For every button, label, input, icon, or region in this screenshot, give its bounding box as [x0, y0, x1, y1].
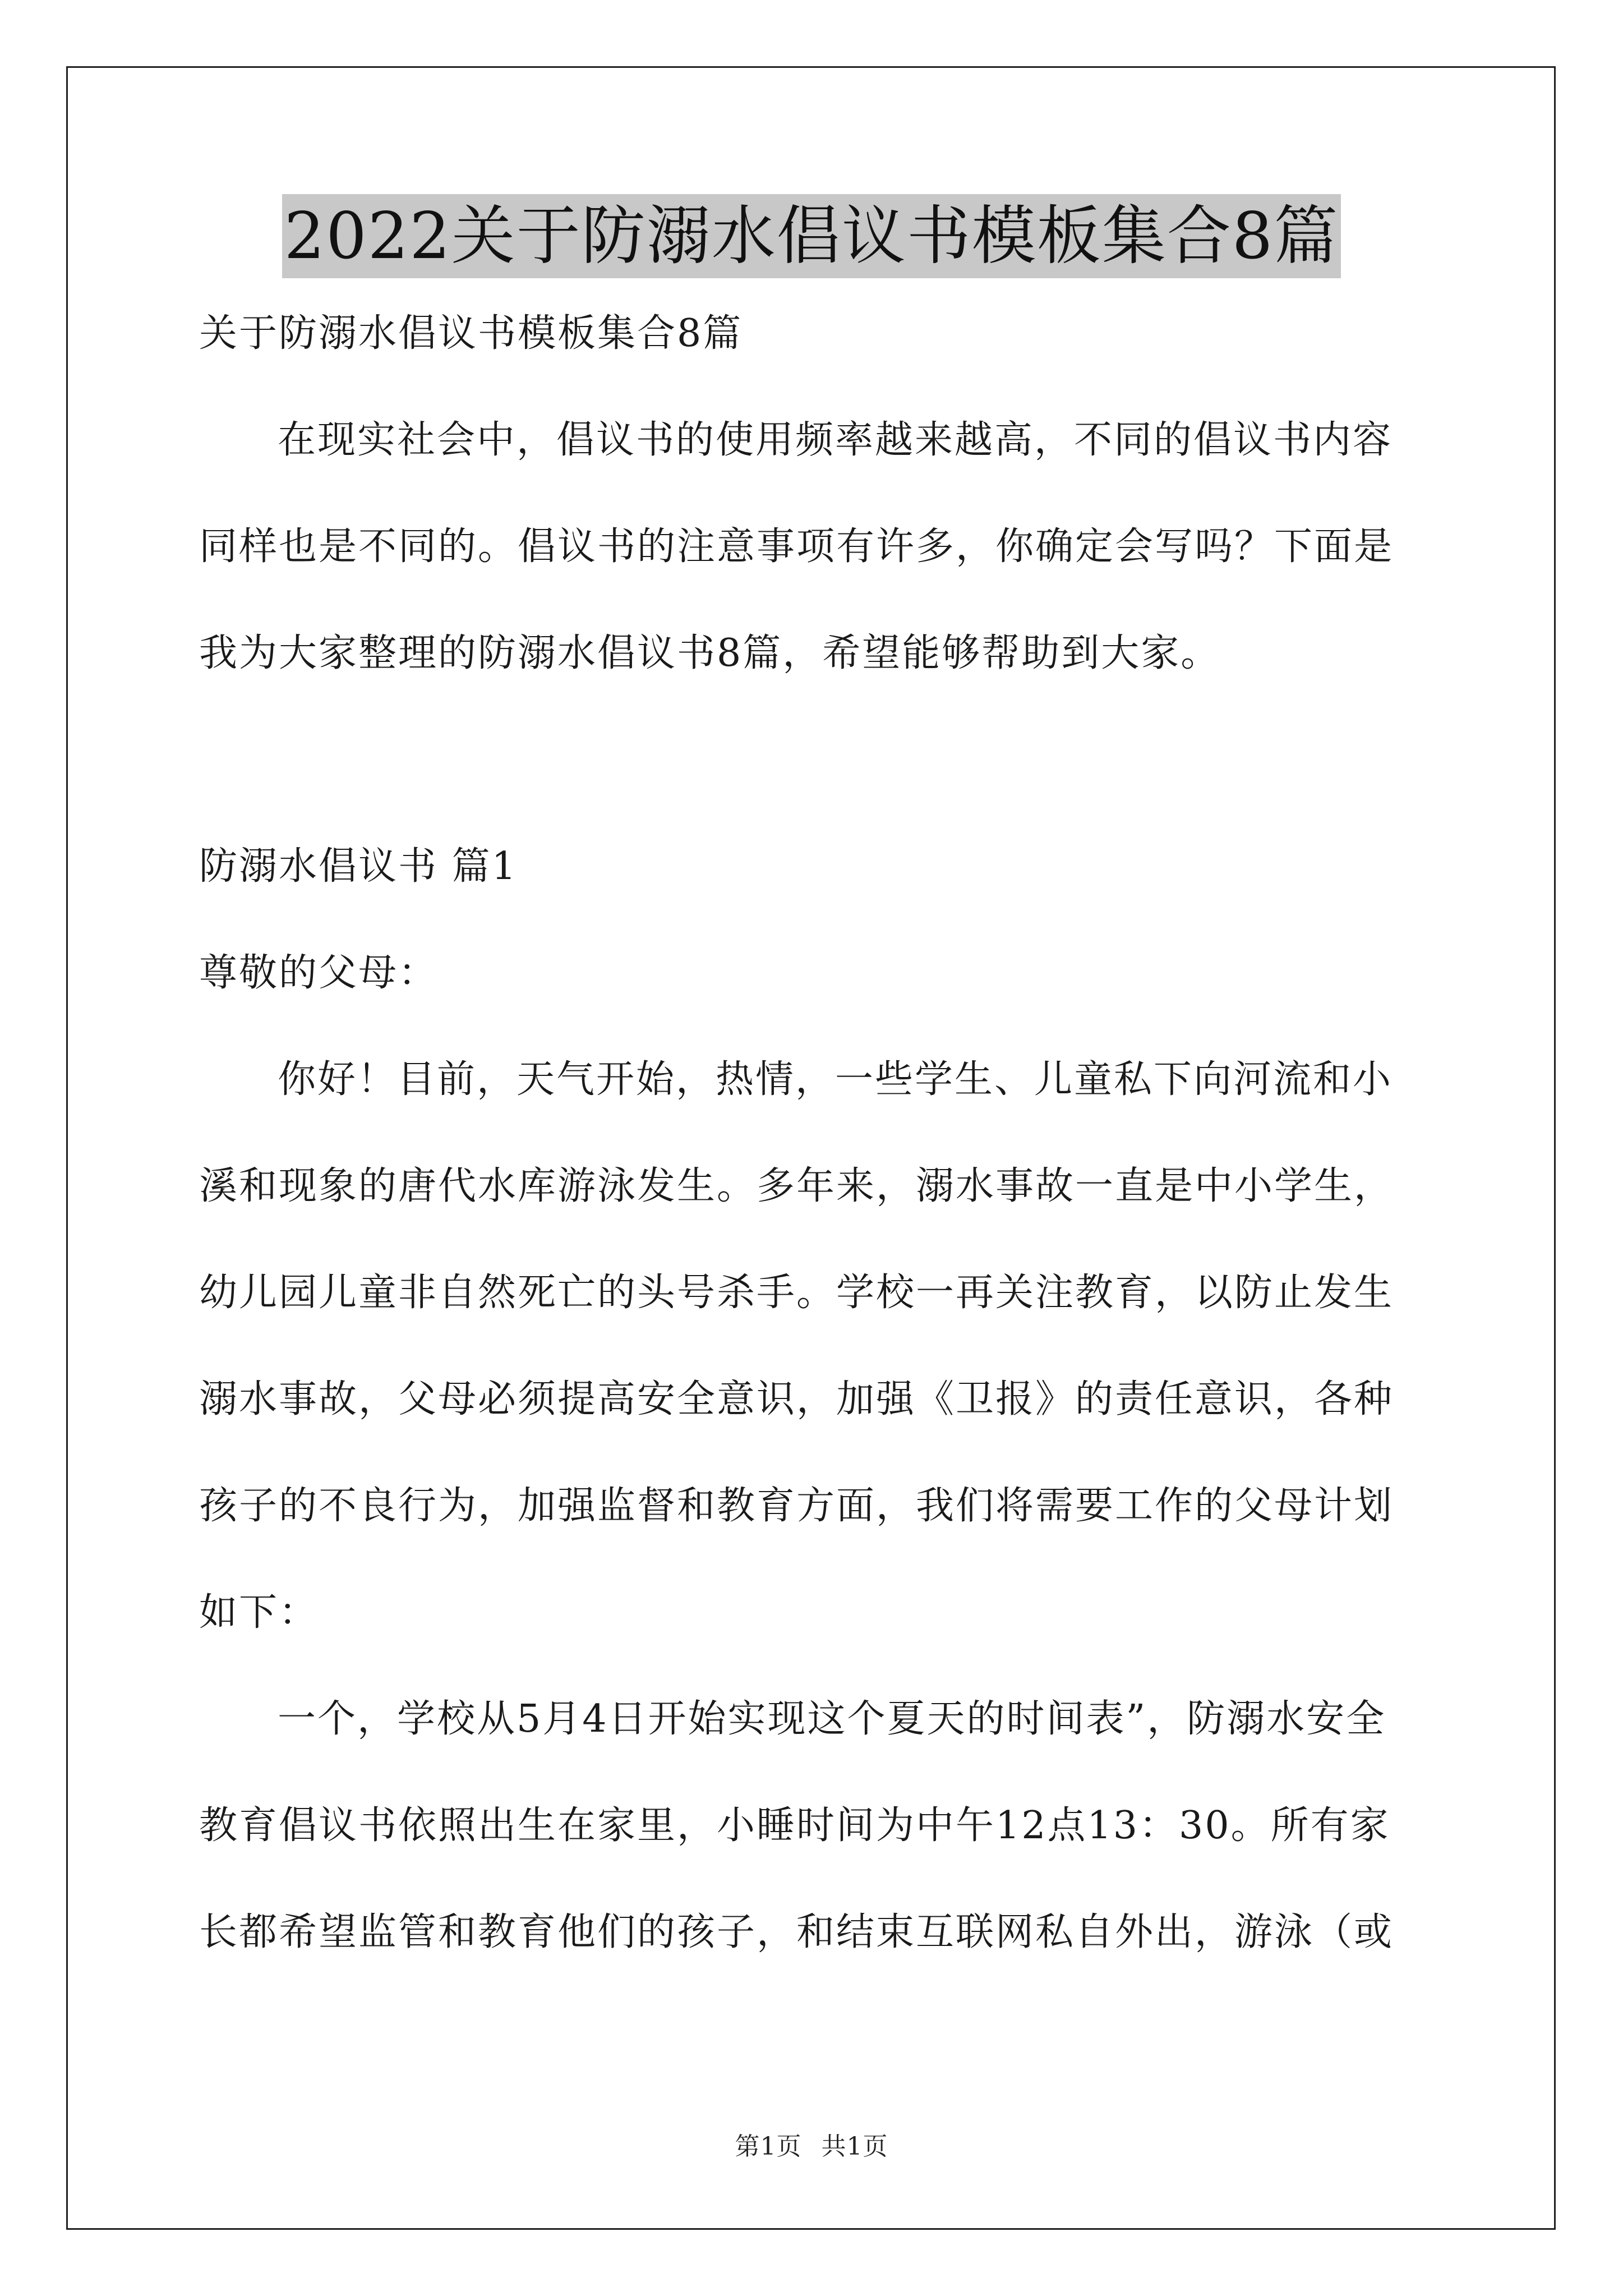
- document-body: [199, 306, 1433, 2011]
- body-line: 幼儿园儿童非自然死亡的头号杀手。学校一再关注教育，以防止发生: [199, 1271, 1394, 1315]
- salutation: 尊敬的父母：: [199, 951, 439, 995]
- title-block: [0, 194, 1623, 278]
- body-line: 教育倡议书依照出生在家里，小睡时间为中午12点13：30。所有家: [199, 1803, 1390, 1848]
- body-line: 溺水事故，父母必须提高安全意识，加强《卫报》的责任意识，各种: [199, 1377, 1394, 1421]
- body-line: 一个，学校从5月4日开始实现这个夏天的时间表”，防溺水安全: [278, 1697, 1386, 1741]
- body-line: 溪和现象的唐代水库游泳发生。多年来，溺水事故一直是中小学生，: [199, 1164, 1394, 1208]
- page-footer: [0, 2126, 1623, 2162]
- body-line: 你好！目前，天气开始，热情，一些学生、儿童私下向河流和小: [278, 1057, 1393, 1102]
- intro-line: 同样也是不同的。倡议书的注意事项有许多，你确定会写吗？下面是: [199, 524, 1394, 569]
- document-title: 2022关于防溺水倡议书模板集合8篇: [282, 194, 1341, 278]
- subtitle: 关于防溺水倡议书模板集合8篇: [199, 311, 743, 356]
- body-line: 长都希望监管和教育他们的孩子，和结束互联网私自外出，游泳（或: [199, 1910, 1394, 1954]
- intro-line: 我为大家整理的防溺水倡议书8篇，希望能够帮助到大家。: [199, 631, 1221, 675]
- body-line: 如下：: [199, 1590, 319, 1635]
- section-heading: 防溺水倡议书 篇1: [199, 844, 518, 889]
- body-line: 孩子的不良行为，加强监督和教育方面，我们将需要工作的父母计划: [199, 1484, 1394, 1528]
- intro-line: 在现实社会中，倡议书的使用频率越来越高，不同的倡议书内容: [278, 418, 1393, 462]
- page-number: 第1页: [735, 2132, 802, 2161]
- page-total: 共1页: [821, 2132, 888, 2161]
